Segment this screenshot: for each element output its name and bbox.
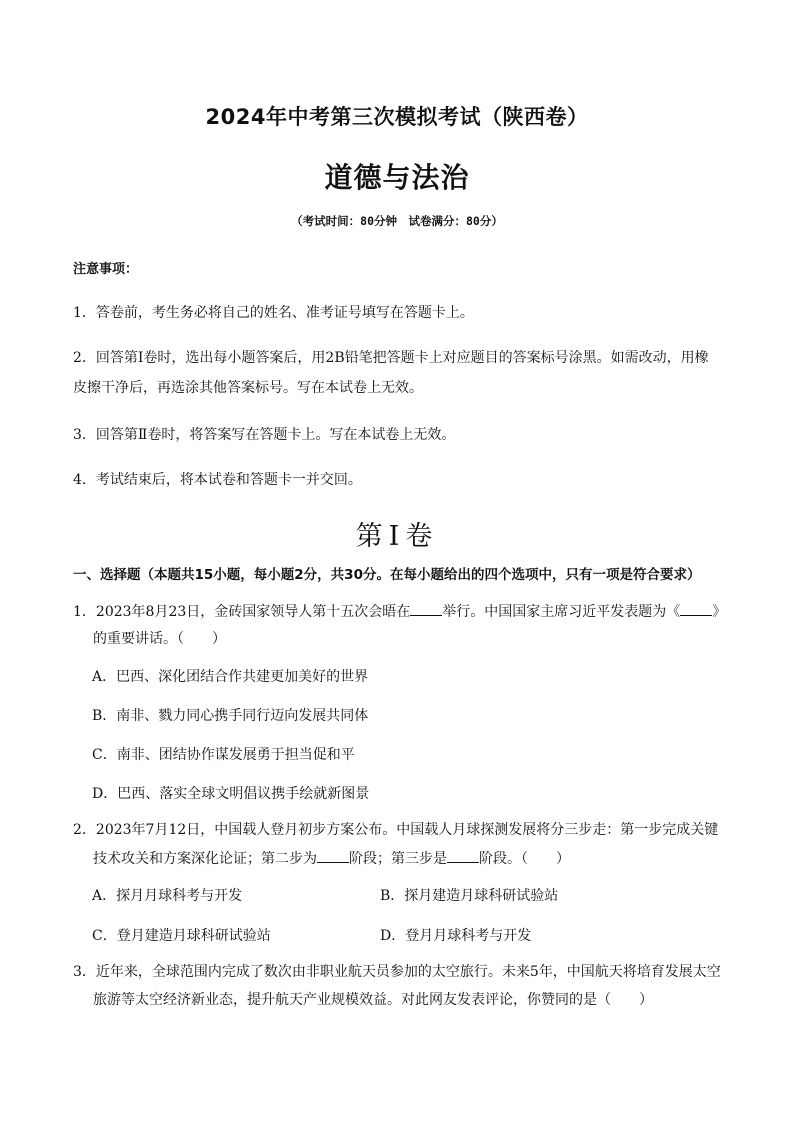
- q1-option-d: D．巴西、落实全球文明倡议携手绘就新图景: [92, 786, 370, 802]
- notice-item-2-line1: 2．回答第Ⅰ卷时，选出每小题答案后，用2B铅笔把答题卡上对应题目的答案标号涂黑。如需改动，用橡: [73, 350, 709, 366]
- q2-option-d: D．登月月球科考与开发: [380, 928, 532, 944]
- q2-blank-1: [317, 848, 349, 863]
- q1-blank-2: [680, 601, 712, 616]
- q2-option-b: B．探月建造月球科研试验站: [380, 888, 559, 904]
- section-heading: 一、选择题（本题共15小题，每小题2分，共30分。在每小题给出的四个选项中，只有一项是符合要求）: [73, 567, 701, 583]
- q1-stem-c: 》: [712, 604, 727, 620]
- q1-stem-a: 1．2023年8月23日，金砖国家领导人第十五次会晤在: [73, 604, 411, 620]
- q2-stem-b: 阶段；第三步是: [349, 851, 447, 867]
- q1-option-b: B．南非、戮力同心携手同行迈向发展共同体: [92, 708, 369, 724]
- q2-option-c: C．登月建造月球科研试验站: [92, 928, 271, 944]
- q1-option-a: A．巴西、深化团结合作共建更加美好的世界: [92, 669, 369, 685]
- question-1-stem-line2: 的重要讲话。（ ）: [93, 631, 226, 647]
- question-1-stem-line1: [73, 601, 726, 622]
- notice-item-2-line2: 皮擦干净后，再选涂其他答案标号。写在本试卷上无效。: [73, 380, 423, 396]
- q2-blank-2: [447, 848, 479, 863]
- notice-item-1: 1．答卷前，考生务必将自己的姓名、准考证号填写在答题卡上。: [73, 305, 474, 321]
- q1-stem-b: 举行。中国国家主席习近平发表题为《: [442, 604, 681, 620]
- notice-heading: 注意事项：: [73, 262, 139, 277]
- q2-stem-c: 阶段。（ ）: [479, 851, 570, 867]
- question-2-stem-line2: [93, 848, 570, 869]
- q2-option-a: A．探月月球科考与开发: [92, 888, 243, 904]
- question-3-stem-line2: 旅游等太空经济新业态，提升航天产业规模效益。对此网友发表评论，你赞同的是（ ）: [93, 992, 653, 1008]
- question-3-stem-line1: 3．近年来，全球范围内完成了数次由非职业航天员参加的太空旅行。未来5年，中国航天将培育发展太空: [73, 964, 721, 980]
- exam-title: 2024年中考第三次模拟考试（陕西卷）: [205, 105, 589, 129]
- notice-item-4: 4．考试结束后，将本试卷和答题卡一并交回。: [73, 472, 362, 488]
- q1-blank-1: [410, 601, 442, 616]
- volume-title: 第Ⅰ卷: [355, 521, 439, 552]
- subject-title: 道德与法治: [324, 161, 470, 194]
- question-2-stem-line1: 2．2023年7月12日，中国载人登月初步方案公布。中国载人月球探测发展将分三步走：第一步完成关键: [73, 822, 719, 838]
- q2-stem-a: 技术攻关和方案深化论证；第二步为: [93, 851, 317, 867]
- notice-item-3: 3．回答第Ⅱ卷时，将答案写在答题卡上。写在本试卷上无效。: [73, 427, 456, 443]
- exam-info: （考试时间：80分钟 试卷满分：80分）: [291, 214, 503, 228]
- q1-option-c: C．南非、团结协作谋发展勇于担当促和平: [92, 747, 355, 763]
